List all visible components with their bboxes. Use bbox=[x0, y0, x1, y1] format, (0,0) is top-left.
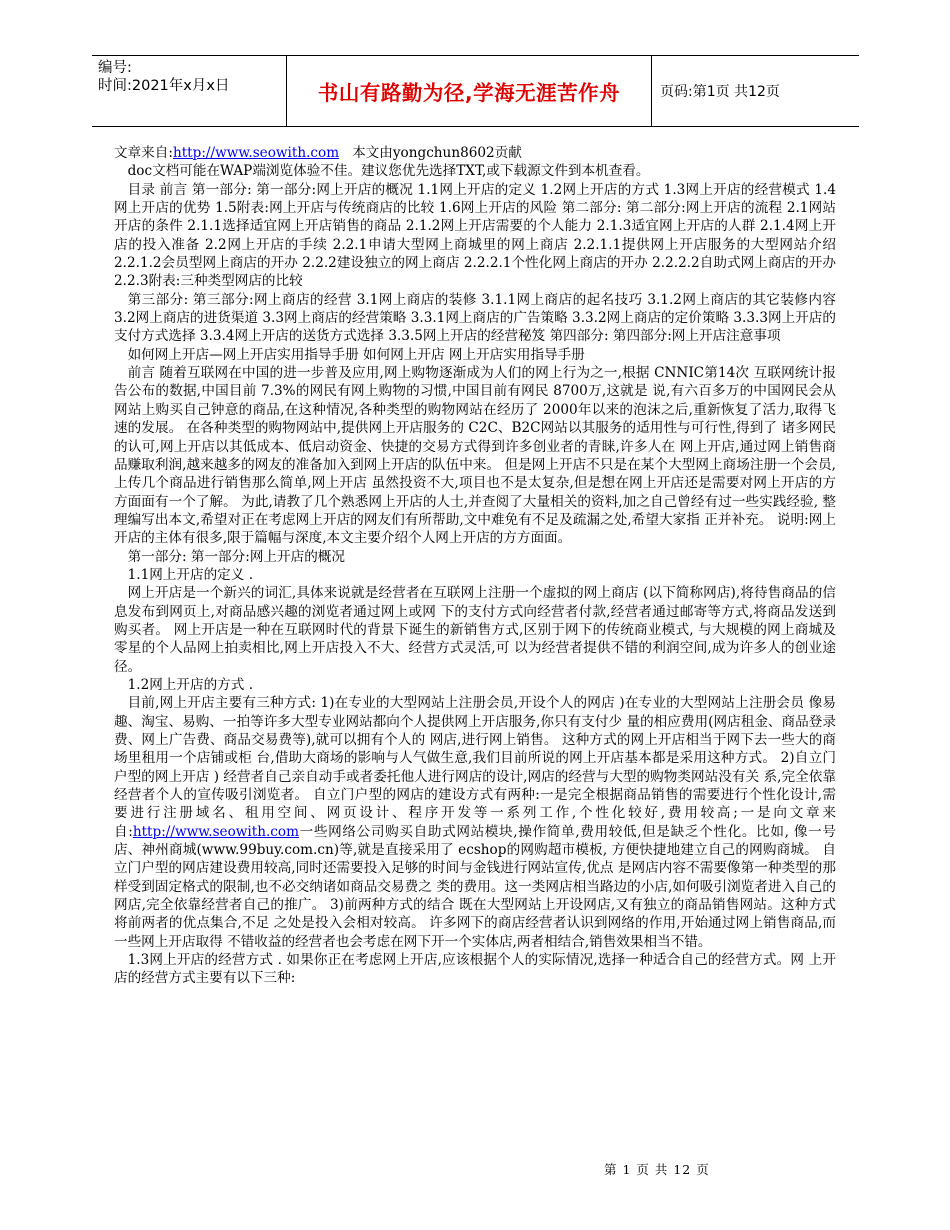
header-page-cell bbox=[650, 56, 859, 126]
preface-paragraph: 前言 随着互联网在中国的进一步普及应用,网上购物逐渐成为人们的网上行为之一,根据 CNNIC第14次 互联网统计报告公布的数据,中国目前 7.3%的网民有网上购物的习惯,中国目前有网民 8700万,这就是 说,有六百多万的中国网民会从网站上购买自己钟意的商品,在这种情况,各种类型的购物网站在经历了 2000年以来的泡沫之后,重新恢复了活力,取得飞速的发展。 在各种类型的购物网站中,提供网上开店服务的 C2C、B2C网站以其服务的适用性与可行性,得到了 诸多网民的认可,网上开店以其低成本、低启动资金、快捷的交易方式得到许多创业者的青睐,许多人在 网上开店,通过网上销售商品赚取利润,越来越多的网友的准备加入到网上开店的队伍中来。 但是网上开店不只是在某个大型网上商场注册一个会员,上传几个商品进行销售那么简单,网上开店 虽然投资不大,项目也不是太复杂,但是想在网上开店还是需要对网上开店的方方面面有一个了解。 为此,请教了几个熟悉网上开店的人士,并查阅了大量相关的资料,加之自己曾经有过一些实践经验, 整理编写出本文,希望对正在考虑网上开店的网友们有所帮助,文中难免有不足及疏漏之处,希望大家指 正并补充。 说明:网上开店的主体有很多,限于篇幅与深度,本文主要介绍个人网上开店的方方面面。 bbox=[114, 365, 836, 547]
document-header bbox=[92, 55, 859, 127]
paragraph: doc文档可能在WAP端浏览体验不佳。建议您优先选择TXT,或下载源文件到本机查看。 bbox=[127, 163, 650, 180]
subsection-heading: 1.1网上开店的定义 . bbox=[127, 566, 254, 583]
page-info: 页码:第1页 共12页 bbox=[660, 84, 780, 100]
document-body bbox=[114, 144, 836, 988]
paragraph bbox=[114, 694, 836, 951]
paragraph: 1.3网上开店的经营方式 . 如果你正在考虑网上开店,应该根据个人的实际情况,选择一种适合自己的经营方式。网 上开店的经营方式主要有以下三种: bbox=[114, 952, 836, 987]
table-of-contents-part3: 第三部分: 第三部分:网上商店的经营 3.1网上商店的装修 3.1.1网上商店的起名技巧 3.1.2网上商店的其它装修内容 3.2网上商店的进货渠道 3.3网上商店的经营策略 3.3.1网上商店的广告策略 3.3.2网上商店的定价策略 3.3.3网上开店的支付方式选择 3.3.4网上开店的送货方式选择 3.3.5网上开店的经营秘笈 第四部分: 第四部分:网上开店注意事项 bbox=[114, 291, 836, 345]
inline-source-link[interactable]: http://www.seowith.com bbox=[132, 823, 299, 840]
source-link[interactable]: http://www.seowith.com bbox=[172, 145, 340, 161]
paragraph: 如何网上开店—网上开店实用指导手册 如何网上开店 网上开店实用指导手册 bbox=[127, 346, 585, 363]
number-label: 编号: bbox=[98, 60, 132, 76]
inline-source-prefix: 文章来自: bbox=[114, 805, 836, 840]
header-left-cell bbox=[92, 56, 286, 126]
header-motto-cell bbox=[286, 56, 652, 126]
subsection-heading: 1.2网上开店的方式 . bbox=[127, 676, 254, 693]
source-line bbox=[114, 144, 836, 162]
paragraph: 网上开店是一个新兴的词汇,具体来说就是经营者在互联网上注册一个虚拟的网上商店 (以下简称网店),将待售商品的信息发布到网页上,对商品感兴趣的浏览者通过网上或网 下的支付方式向经营者付款,经营者通过邮寄等方式,将商品发送到购买者。 网上开店是一种在互联网时代的背景下诞生的新销售方式,区别于网下的传统商业模式, 与大规模的网上商城及零星的个人品网上拍卖相比,网上开店投入不大、经营方式灵活,可 以为经营者提供不错的利润空间,成为许多人的创业途径。 bbox=[114, 585, 836, 675]
paragraph-text-continued: 一些网络公司购买自助式网站模块,操作简单,费用较低,但是缺乏个性化。比如, 像一号店、神州商城(www.99buy.com.cn)等,就是直接采用了 ecshop的网购超市模板, 方便快捷地建立自己的网购商城。 自立门户型的网店建设费用较高,同时还需要投入足够的时间与金钱进行网站宣传,优点 是网店内容不需要像第一种类型的那样受到固定格式的限制,也不必交纳诸如商品交易费之 类的费用。这一类网店相当路边的小店,如何吸引浏览者进入自己的网店,完全依靠经营者自己的推广。 3)前两种方式的结合 既在大型网站上开设网店,又有独立的商品销售网站。这种方式将前两者的优点集合,不足 之处是投入会相对较高。 许多网下的商店经营者认识到网络的作用,开始通过网上销售商品,而一些网上开店取得 不错收益的经营者也会考虑在网下开一个实体店,两者相结合,销售效果相当不错。 bbox=[114, 823, 836, 950]
paragraph-text: 目前,网上开店主要有三种方式: 1)在专业的大型网站上注册会员,开设个人的网店 )在专业的大型网站上注册会员 像易趣、淘宝、易购、一拍等许多大型专业网站都向个人提供网上开店服务,你只有支付少 量的相应费用(网店租金、商品登录费、网上广告费、商品交易费等),就可以拥有个人的 网店,进行网上销售。 这种方式的网上开店相当于网下去一些大的商场里租用一个店铺或柜 台,借助大商场的影响与人气做生意,我们目前所说的网上开店基本都是采用这种方式。 2)自立门户型的网上开店 ) 经营者自己亲自动手或者委托他人进行网店的设计,网店的经营与大型的购物类网站没有关 系,完全依靠经营者个人的宣传吸引浏览者。 自立门户型的网店的建设方式有两种:一是完全根据商品销售的需要进行个性化设计,需 要进行注册域名、租用空间、网页设计、程序开发等一系列工作,个性化较好,费用较高;一是向 bbox=[114, 695, 836, 822]
section-heading: 第一部分: 第一部分:网上开店的概况 bbox=[127, 548, 345, 565]
source-suffix: 本文由yongchun8602贡献 bbox=[339, 145, 522, 161]
motto-text: 书山有路勤为径,学海无涯苦作舟 bbox=[317, 81, 621, 105]
table-of-contents: 目录 前言 第一部分: 第一部分:网上开店的概况 1.1网上开店的定义 1.2网上开店的方式 1.3网上开店的经营模式 1.4网上开店的优势 1.5附表:网上开店与传统商店的比较 1.6网上开店的风险 第二部分: 第二部分:网上开店的流程 2.1网站开店的条件 2.1.1选择适宜网上开店销售的商品 2.1.2网上开店需要的个人能力 2.1.3适宜网上开店的人群 2.1.4网上开店的投入准备 2.2网上开店的手续 2.2.1申请大型网上商城里的网上商店 2.2.1.1提供网上开店服务的大型网站介绍 2.2.1.2会员型网上商店的开办 2.2.2建设独立的网上商店 2.2.2.1个性化网上商店的开办 2.2.2.2自助式网上商店的开办 2.2.3附表:三种类型网店的比较 bbox=[114, 181, 836, 290]
source-prefix: 文章来自: bbox=[114, 145, 173, 161]
page-footer: 第 1 页 共 12 页 bbox=[604, 1162, 710, 1177]
time-label: 时间:2021年x月x日 bbox=[98, 78, 230, 94]
